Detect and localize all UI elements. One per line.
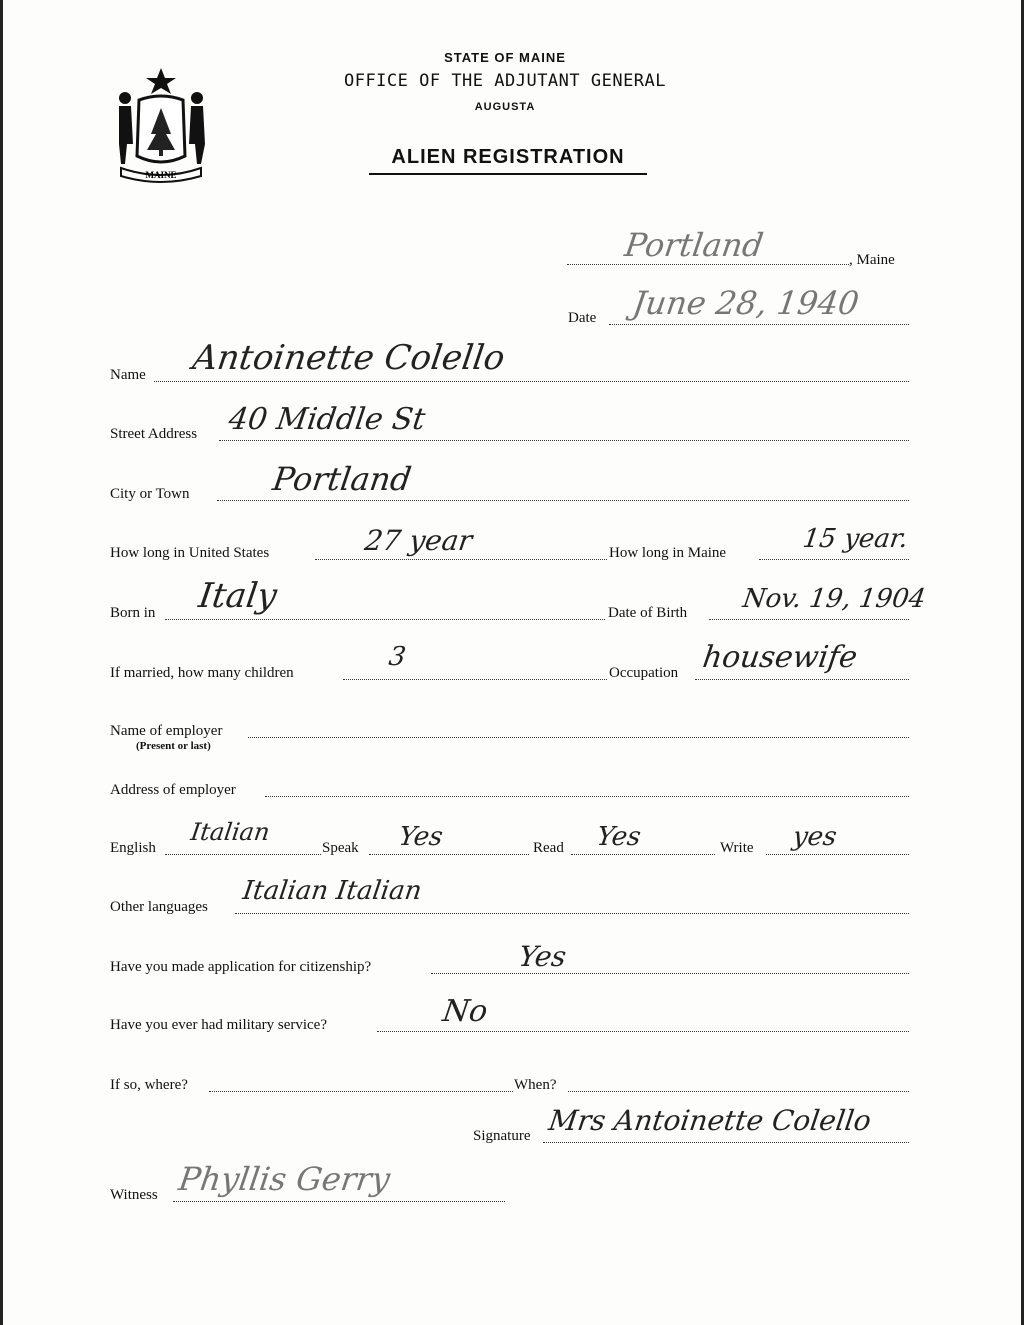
date-value[interactable]: June 28, 1940: [630, 284, 862, 322]
citizenship-value[interactable]: Yes: [516, 940, 569, 973]
children-label: If married, how many children: [110, 665, 294, 681]
maine-duration-label: How long in Maine: [609, 545, 727, 561]
write-label: Write: [720, 840, 754, 856]
english-value[interactable]: Italian: [189, 818, 272, 846]
place-value[interactable]: Portland: [622, 226, 766, 264]
english-label: English: [110, 840, 156, 856]
witness-label: Witness: [110, 1187, 158, 1203]
birth-date-label: Date of Birth: [608, 605, 688, 621]
office-heading: OFFICE OF THE ADJUTANT GENERAL: [343, 71, 667, 91]
citizenship-label: Have you made application for citizenship?: [110, 959, 372, 975]
other-languages-label: Other languages: [110, 899, 208, 915]
employer-field[interactable]: [248, 737, 909, 738]
speak-value[interactable]: Yes: [396, 822, 445, 852]
us-duration-value[interactable]: 27 year: [362, 524, 475, 557]
state-heading: STATE OF MAINE: [444, 50, 566, 65]
where-label: If so, where?: [110, 1077, 188, 1093]
employer-address-label: Address of employer: [110, 782, 236, 798]
birth-date-value[interactable]: Nov. 19, 1904: [740, 584, 928, 614]
place-label: , Maine: [849, 252, 895, 268]
write-value[interactable]: yes: [790, 822, 839, 852]
where-field[interactable]: [209, 1091, 513, 1092]
name-value[interactable]: Antoinette Colello: [190, 338, 508, 378]
children-value[interactable]: 3: [386, 642, 408, 672]
city-heading: AUGUSTA: [474, 101, 536, 113]
military-label: Have you ever had military service?: [110, 1017, 327, 1033]
name-label: Name: [110, 367, 146, 383]
when-field[interactable]: [568, 1091, 909, 1092]
read-value[interactable]: Yes: [594, 822, 643, 852]
born-in-label: Born in: [110, 605, 156, 621]
read-label: Read: [533, 840, 564, 856]
witness-value[interactable]: Phyllis Gerry: [176, 1160, 393, 1198]
employer-sublabel: (Present or last): [136, 740, 211, 752]
signature-value[interactable]: Mrs Antoinette Colello: [546, 1104, 874, 1137]
street-label: Street Address: [110, 426, 198, 442]
street-value[interactable]: 40 Middle St: [226, 402, 428, 437]
employer-address-field[interactable]: [265, 796, 909, 797]
occupation-value[interactable]: housewife: [700, 640, 860, 675]
maine-duration-value[interactable]: 15 year.: [800, 524, 910, 554]
city-value[interactable]: Portland: [270, 460, 414, 498]
born-in-value[interactable]: Italy: [196, 576, 280, 616]
speak-label: Speak: [322, 840, 359, 856]
us-duration-label: How long in United States: [110, 545, 270, 561]
occupation-label: Occupation: [609, 665, 679, 681]
signature-label: Signature: [473, 1128, 531, 1144]
when-label: When?: [514, 1077, 557, 1093]
form-title: ALIEN REGISTRATION: [369, 146, 647, 175]
military-value[interactable]: No: [440, 994, 490, 1029]
employer-label: Name of employer: [110, 723, 223, 739]
other-languages-value[interactable]: Italian Italian: [240, 876, 424, 906]
seal-text: MAINE: [145, 170, 177, 180]
date-label: Date: [568, 310, 597, 326]
city-label: City or Town: [110, 486, 190, 502]
